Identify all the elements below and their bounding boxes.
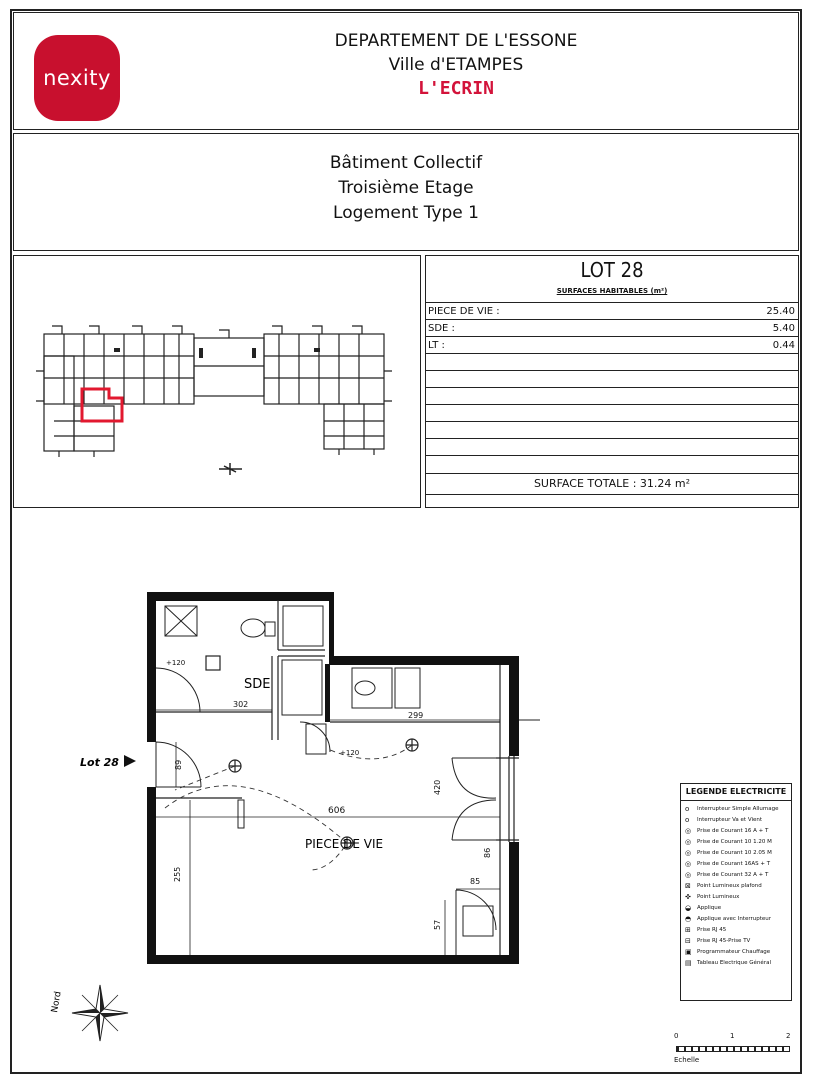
dim-85: 85 <box>470 877 481 886</box>
legend-item: ⊟ Prise RJ 45-Prise TV <box>685 937 751 945</box>
room-sde-label: SDE <box>244 677 271 692</box>
lot-title: LOT 28 <box>580 258 644 282</box>
legend-item: ◎ Prise de Courant 16 A + T <box>685 827 769 835</box>
electricity-legend <box>680 783 792 1001</box>
scale-tick-2: 2 <box>786 1032 791 1040</box>
scale-label: Echelle <box>674 1056 700 1064</box>
row-label: SDE : <box>428 323 455 334</box>
legend-item: ▣ Programmateur Chauffage <box>685 948 771 956</box>
logo-text: nexity <box>43 66 111 90</box>
legend-title: LEGENDE ELECTRICITE <box>681 786 791 801</box>
row-value: 0.44 <box>772 340 795 351</box>
dim-420: 420 <box>433 779 442 795</box>
legend-item: ▤ Tableau Electrique Général <box>685 959 771 967</box>
row-label: LT : <box>428 340 445 351</box>
outlet-icon: ◎ <box>685 838 692 846</box>
dim-302: 302 <box>233 700 249 709</box>
dim-299: 299 <box>408 711 424 720</box>
building-type: Bâtiment Collectif <box>329 153 483 173</box>
switch-icon: o <box>685 816 690 824</box>
light-point-icon: ✜ <box>685 893 691 901</box>
dim-86: 86 <box>483 847 492 858</box>
scale-tick-0: 0 <box>674 1032 679 1040</box>
floor-level: Troisième Etage <box>338 178 474 198</box>
row-label: PIECE DE VIE : <box>428 306 500 317</box>
legend-item: ◎ Prise de Courant 10 1.20 M <box>685 838 772 846</box>
wall-light-switch-icon: ◓ <box>685 915 692 923</box>
unit-type: Logement Type 1 <box>333 203 479 223</box>
legend-item: o Interrupteur Va et Vient <box>685 816 763 824</box>
room-living-label: PIECE DE VIE <box>305 837 384 851</box>
heating-programmer-icon: ▣ <box>685 948 692 956</box>
legend-item: ◎ Prise de Courant 16AS + T <box>685 860 771 868</box>
legend-item: ⊠ Point Lumineux plafond <box>685 882 762 890</box>
dim-57: 57 <box>433 919 442 930</box>
legend-item: ◒ Applique <box>685 904 722 912</box>
total-surface: SURFACE TOTALE : 31.24 m² <box>426 473 798 495</box>
switch-icon: o <box>685 805 690 813</box>
outlet-icon: ◎ <box>685 827 692 835</box>
row-value: 5.40 <box>772 323 795 334</box>
legend-item: ◎ Prise de Courant 32 A + T <box>685 871 769 879</box>
city-line: Ville d'ETAMPES <box>388 55 524 75</box>
dim-255: 255 <box>173 866 182 882</box>
rj45-tv-icon: ⊟ <box>685 937 691 945</box>
project-name: L'ECRIN <box>418 78 494 99</box>
surfaces-subtitle: SURFACES HABITABLES (m²) <box>556 287 668 295</box>
electric-panel-icon: ▤ <box>685 959 692 967</box>
plus120-label: +120 <box>166 659 186 667</box>
scale-tick-1: 1 <box>730 1032 735 1040</box>
department-line: DEPARTEMENT DE L'ESSONE <box>334 31 578 51</box>
north-label: Nord <box>50 990 64 1014</box>
legend-item: ◓ Applique avec Interrupteur <box>685 915 772 923</box>
legend-item: ✜ Point Lumineux <box>685 893 740 901</box>
entry-arrow-icon <box>124 755 136 767</box>
ceiling-light-icon: ⊠ <box>685 882 691 890</box>
entry-marker <box>80 755 136 769</box>
legend-item: ◎ Prise de Courant 10 2.05 M <box>685 849 772 857</box>
outlet-icon: ◎ <box>685 860 692 868</box>
wall-light-icon: ◒ <box>685 904 692 912</box>
dim-89: 89 <box>174 759 183 770</box>
outlet-icon: ◎ <box>685 871 692 879</box>
dim-606: 606 <box>328 806 346 816</box>
north-compass-icon <box>72 985 128 1041</box>
legend-item: o Interrupteur Simple Allumage <box>685 805 779 813</box>
plus120-label: +120 <box>340 749 360 757</box>
entry-label: Lot 28 <box>80 756 119 769</box>
scale-ruler <box>676 1046 790 1052</box>
scale-bar <box>674 1030 792 1070</box>
legend-item: ⊞ Prise RJ 45 <box>685 926 727 934</box>
outlet-icon: ◎ <box>685 849 692 857</box>
rj45-icon: ⊞ <box>685 926 691 934</box>
row-value: 25.40 <box>766 306 795 317</box>
